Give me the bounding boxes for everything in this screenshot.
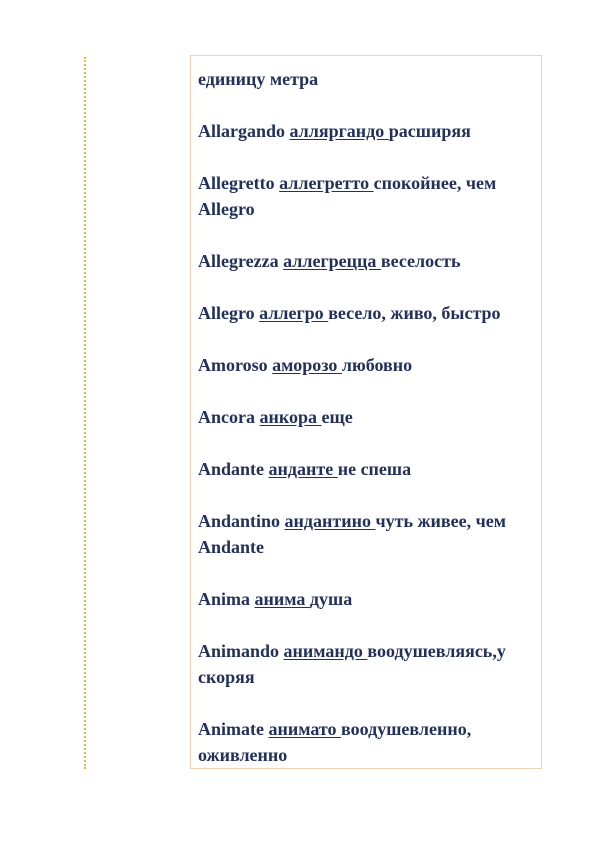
meaning: веселость bbox=[380, 251, 461, 271]
entry-continuation: единицу метра bbox=[198, 69, 319, 89]
term: Andante bbox=[198, 459, 265, 479]
term: Allargando bbox=[198, 121, 286, 141]
glossary-list bbox=[198, 66, 535, 794]
pronunciation: анимато bbox=[268, 719, 342, 739]
list-item bbox=[198, 456, 535, 482]
meaning: любовно bbox=[341, 355, 413, 375]
pronunciation: анимандо bbox=[283, 641, 368, 661]
list-item bbox=[198, 170, 535, 222]
pronunciation: алляргандо bbox=[289, 121, 389, 141]
list-item bbox=[198, 352, 535, 378]
meaning: воодушевляясь,у скоряя bbox=[198, 641, 506, 687]
meaning: весело, живо, быстро bbox=[328, 303, 501, 323]
pronunciation: анима bbox=[254, 589, 310, 609]
margin-dotted-line bbox=[84, 57, 86, 769]
pronunciation: аллегро bbox=[259, 303, 329, 323]
list-item bbox=[198, 404, 535, 430]
term: Animando bbox=[198, 641, 280, 661]
term: Allegrezza bbox=[198, 251, 279, 271]
meaning: чуть живее, чем Andante bbox=[198, 511, 507, 557]
list-item bbox=[198, 508, 535, 560]
meaning: расширяя bbox=[388, 121, 471, 141]
list-item bbox=[198, 248, 535, 274]
list-item bbox=[198, 118, 535, 144]
list-item bbox=[198, 300, 535, 326]
pronunciation: анкора bbox=[259, 407, 322, 427]
list-item bbox=[198, 586, 535, 612]
term: Amoroso bbox=[198, 355, 268, 375]
pronunciation: аллегретто bbox=[279, 173, 374, 193]
meaning: еще bbox=[321, 407, 353, 427]
list-item bbox=[198, 66, 535, 92]
pronunciation: аллегрецца bbox=[283, 251, 381, 271]
term: Andantino bbox=[198, 511, 281, 531]
meaning: не спеша bbox=[337, 459, 412, 479]
pronunciation: анданте bbox=[268, 459, 338, 479]
meaning: душа bbox=[309, 589, 353, 609]
list-item bbox=[198, 716, 535, 768]
term: Anima bbox=[198, 589, 251, 609]
term: Ancora bbox=[198, 407, 255, 427]
pronunciation: андантино bbox=[284, 511, 376, 531]
meaning: спокойнее, чем Allegro bbox=[198, 173, 497, 219]
pronunciation: аморозо bbox=[272, 355, 342, 375]
term: Animate bbox=[198, 719, 264, 739]
term: Allegretto bbox=[198, 173, 275, 193]
text-frame bbox=[190, 55, 542, 769]
meaning: воодушевленно, оживленно bbox=[198, 719, 472, 765]
list-item bbox=[198, 638, 535, 690]
term: Allegro bbox=[198, 303, 255, 323]
